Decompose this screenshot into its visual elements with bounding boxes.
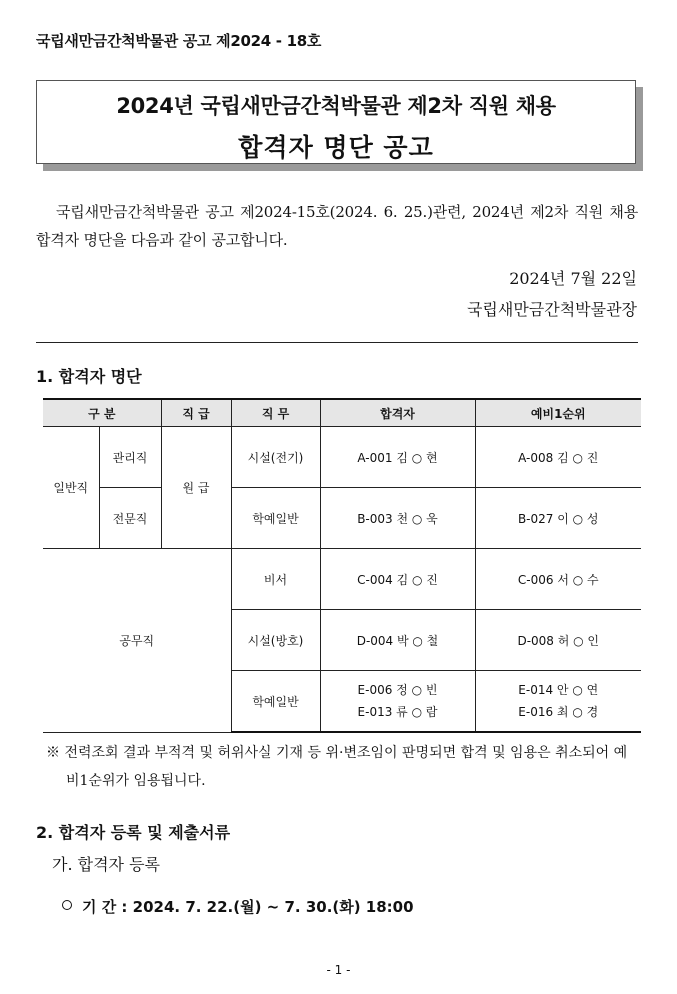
header-passer: 합격자 <box>320 399 475 427</box>
page-number: - 1 - <box>326 963 351 977</box>
notice-number: 국립새만금간척박물관 공고 제2024 - 18호 <box>36 32 322 50</box>
issuer-name: 국립새만금간척박물관장 <box>466 300 637 319</box>
passer-table <box>43 398 641 733</box>
cell-duty: 학예일반 <box>231 488 320 549</box>
cell-reserve: A-008 김 ○ 진 <box>475 427 641 488</box>
header-duty: 직 무 <box>231 399 320 427</box>
cell-passer: A-001 김 ○ 현 <box>320 427 475 488</box>
cell-reserves <box>475 671 641 733</box>
cell-passer: D-004 박 ○ 철 <box>320 610 475 671</box>
bullet-circle-icon <box>62 900 72 910</box>
passer-entry: E-013 류 ○ 람 <box>357 705 438 719</box>
table-row <box>43 427 641 488</box>
table-row <box>43 549 641 610</box>
registration-period <box>62 896 414 917</box>
cell-public-service: 공무직 <box>43 549 231 733</box>
title-line-1: 2024년 국립새만금간척박물관 제2차 직원 채용 <box>116 94 556 118</box>
table-row <box>43 488 641 549</box>
cell-reserve: B-027 이 ○ 성 <box>475 488 641 549</box>
cell-passers <box>320 671 475 733</box>
passer-entry: E-006 정 ○ 빈 <box>357 683 438 697</box>
divider <box>36 342 638 343</box>
reserve-entry: E-014 안 ○ 연 <box>518 683 599 697</box>
table-header-row <box>43 399 641 427</box>
cell-reserve: D-008 허 ○ 인 <box>475 610 641 671</box>
cell-professional: 전문직 <box>99 488 161 549</box>
cell-passer: B-003 천 ○ 욱 <box>320 488 475 549</box>
cell-grade: 원 급 <box>161 427 231 549</box>
intro-paragraph: 국립새만금간척박물관 공고 제2024-15호(2024. 6. 25.)관련, 2024년 제2차 직원 채용 합격자 명단을 다음과 같이 공고합니다. <box>36 203 638 249</box>
section-1-heading: 1. 합격자 명단 <box>36 367 142 386</box>
cell-managerial: 관리직 <box>99 427 161 488</box>
cell-general: 일반직 <box>43 427 99 549</box>
cell-duty: 시설(방호) <box>231 610 320 671</box>
cell-duty: 비서 <box>231 549 320 610</box>
registration-period-text: 기 간 : 2024. 7. 22.(월) ~ 7. 30.(화) 18:00 <box>82 898 414 916</box>
header-grade: 직 급 <box>161 399 231 427</box>
header-category: 구 분 <box>43 399 161 427</box>
announcement-date: 2024년 7월 22일 <box>509 269 637 288</box>
section-2-heading: 2. 합격자 등록 및 제출서류 <box>36 823 231 842</box>
disqualification-note: ※ 전력조회 결과 부적격 및 허위사실 기재 등 위·변조임이 판명되면 합격 및 임용은 취소되어 예비1순위가 임용됩니다. <box>46 745 628 789</box>
header-reserve: 예비1순위 <box>475 399 641 427</box>
cell-passer: C-004 김 ○ 진 <box>320 549 475 610</box>
title-box <box>36 80 636 164</box>
title-line-2: 합격자 명단 공고 <box>238 133 434 162</box>
cell-duty: 학예일반 <box>231 671 320 733</box>
cell-duty: 시설(전기) <box>231 427 320 488</box>
reserve-entry: E-016 최 ○ 경 <box>518 705 599 719</box>
subsection-heading: 가. 합격자 등록 <box>52 855 160 874</box>
cell-reserve: C-006 서 ○ 수 <box>475 549 641 610</box>
